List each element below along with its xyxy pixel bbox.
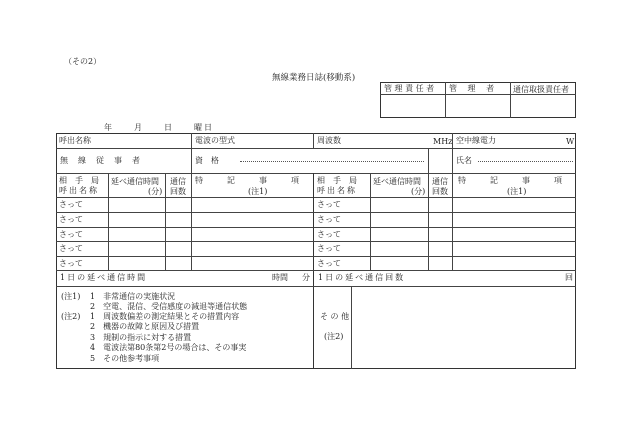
other-label: そ の 他 [320, 312, 350, 321]
col-count-right-2: 回数 [432, 187, 448, 196]
col-count-left-1: 通信 [170, 177, 186, 186]
col-note-right-2: (注1) [507, 187, 527, 196]
emission-label: 電波の型式 [195, 136, 235, 145]
qualification-label: 資 格 [195, 156, 219, 165]
page-title: 無線業務日誌(移動系) [272, 73, 356, 83]
qualification-field[interactable] [240, 150, 424, 171]
table-row-left-3: さって [59, 230, 83, 239]
table-row-left-5: さって [59, 259, 83, 268]
col-time-left-2: (分) [148, 187, 163, 196]
operator-label: 無 線 従 事 者 [60, 156, 141, 165]
note2-item-2: 2 機器の故障と原因及び措置 [90, 322, 200, 331]
note1-item-2: 2 空電、混信、受信感度の減退等通信状態 [90, 302, 248, 311]
total-time-unit-hours: 時間 [272, 273, 288, 282]
col-time-left-1: 延べ通信時間 [111, 177, 159, 186]
total-time-unit-minutes: 分 [302, 273, 310, 282]
approval-header-manager: 管 理 者 [449, 84, 499, 93]
col-station-left-1: 相 手 局 [59, 176, 99, 185]
col-count-right-1: 通信 [432, 177, 448, 186]
col-station-right-1: 相 手 局 [317, 176, 357, 185]
approval-header-manager-responsible: 管 理 責 任 者 [384, 84, 435, 93]
note1-item-1: 1 非常通信の実施状況 [90, 292, 176, 301]
note2-item-3: 3 規制の指示に対する措置 [90, 333, 192, 342]
note2-item-1: 1 周波数偏差の測定結果とその措置内容 [90, 312, 240, 321]
col-time-right-1: 延べ通信時間 [373, 177, 421, 186]
form-number: （その2） [64, 57, 102, 66]
note2-item-5: 5 その他参考事項 [90, 354, 160, 363]
approval-stamp-comm-handler[interactable] [511, 95, 575, 117]
total-count-label: 1日の延べ通信回数 [318, 273, 406, 282]
col-station-left-2: 呼出名称 [59, 186, 99, 195]
table-row-right-2: さって [317, 215, 341, 224]
caller-field[interactable] [100, 134, 188, 147]
total-count-field[interactable] [450, 272, 560, 284]
frequency-field[interactable] [348, 134, 428, 147]
table-row-right-4: さって [317, 244, 341, 253]
power-label: 空中線電力 [456, 136, 496, 145]
col-note-right-1: 特 記 事 項 [458, 176, 562, 185]
note2-item-4: 4 電波法第80条第2号の場合は、その事実 [90, 343, 247, 352]
col-station-right-2: 呼出名称 [317, 186, 357, 195]
other-field[interactable] [353, 288, 574, 367]
power-unit: W [566, 137, 575, 146]
frequency-unit: MHz [433, 137, 453, 146]
table-row-left-1: さって [59, 200, 83, 209]
emission-field[interactable] [242, 134, 310, 147]
table-row-right-5: さって [317, 259, 341, 268]
table-row-left-4: さって [59, 244, 83, 253]
frequency-label: 周波数 [317, 136, 341, 145]
power-field[interactable] [502, 134, 564, 147]
total-count-unit: 回 [565, 273, 573, 282]
approval-stamp-manager[interactable] [446, 95, 509, 117]
col-note-left-1: 特 記 事 項 [195, 176, 299, 185]
total-time-label: 1日の延べ通信時間 [60, 273, 148, 282]
date-line: 年 月 日 曜日 [104, 123, 214, 132]
table-row-right-1: さって [317, 200, 341, 209]
other-note: (注2) [324, 332, 344, 341]
caller-label: 呼出名称 [59, 136, 91, 145]
total-time-field[interactable] [200, 272, 270, 284]
name-label: 氏名 [456, 156, 472, 165]
approval-header-comm-handler: 通信取扱責任者 [513, 85, 569, 94]
table-row-right-3: さって [317, 230, 341, 239]
approval-stamp-manager-responsible[interactable] [381, 95, 444, 117]
col-count-left-2: 回数 [170, 187, 186, 196]
col-note-left-2: (注1) [248, 187, 268, 196]
table-row-left-2: さって [59, 215, 83, 224]
col-time-right-2: (分) [411, 187, 426, 196]
name-field[interactable] [478, 150, 573, 171]
note1-tag: (注1) [61, 292, 81, 301]
note2-tag: (注2) [61, 312, 81, 321]
